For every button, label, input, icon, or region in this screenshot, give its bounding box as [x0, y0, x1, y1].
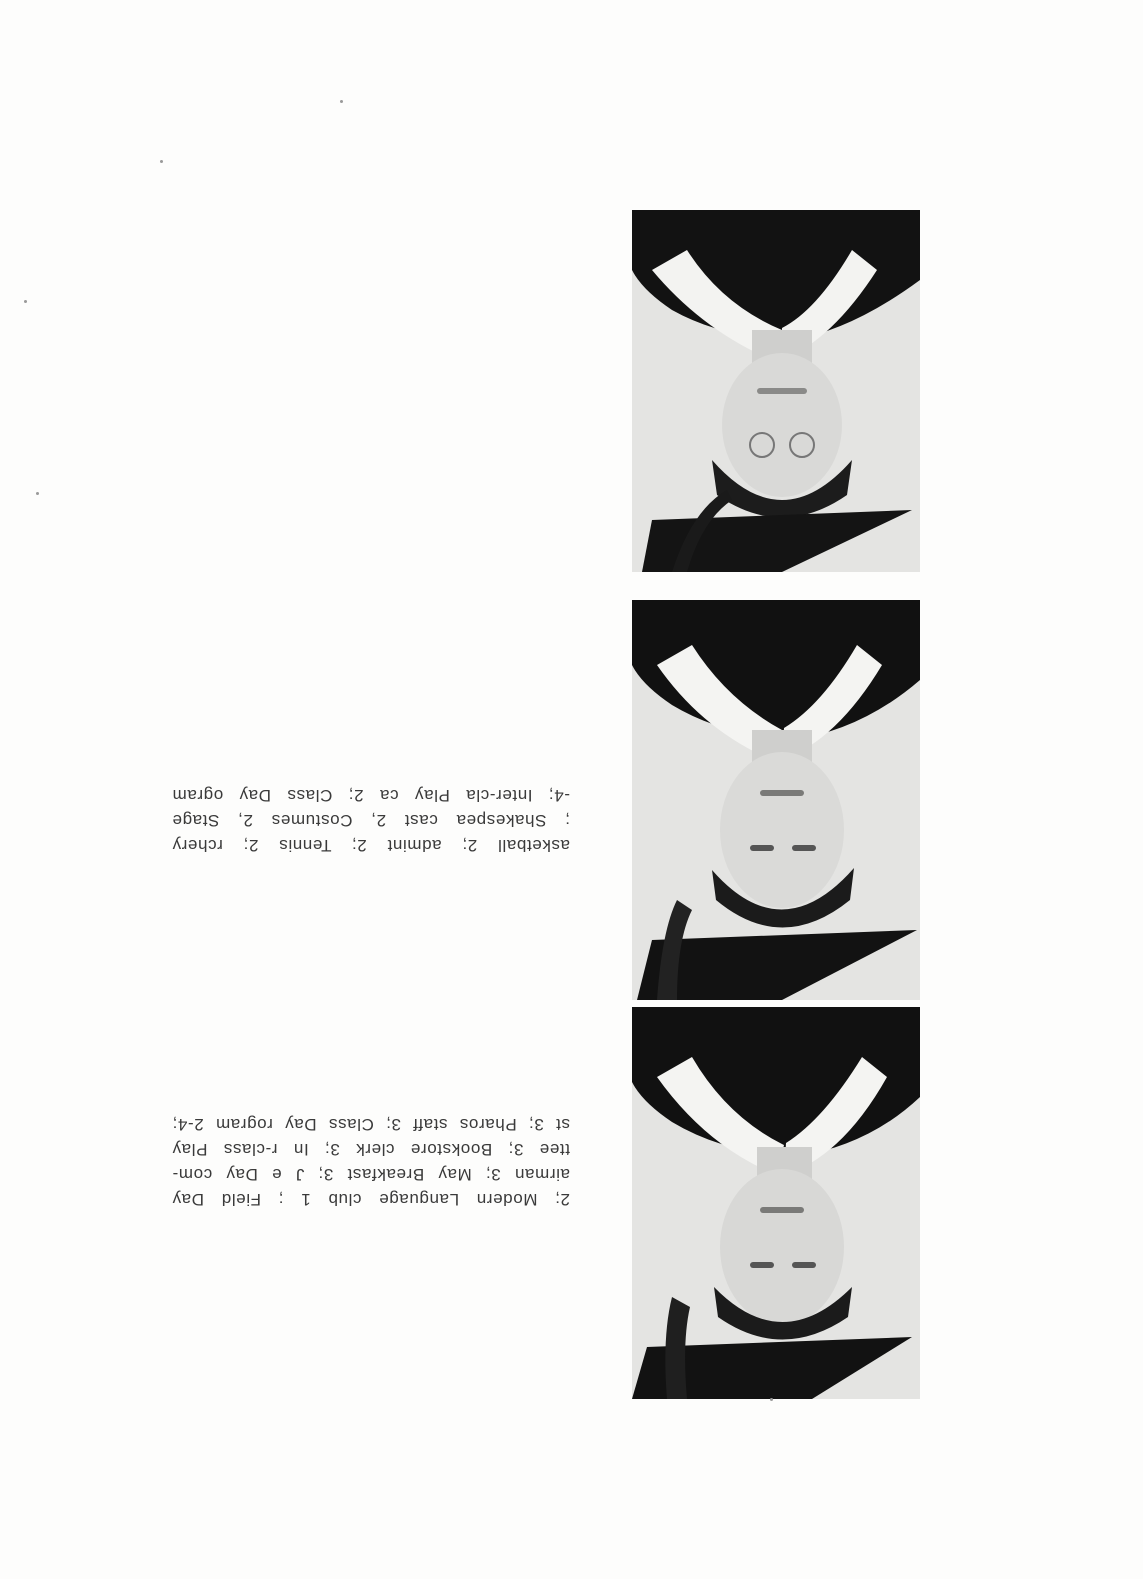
graduate-portrait-1 — [632, 210, 920, 572]
activities-caption-1 — [172, 1115, 570, 1212]
caption-line: -4; Inter-cla Play ca 2; Class Day ogram — [172, 786, 570, 805]
scan-speck — [340, 100, 343, 103]
caption-line: airman 3; May Breakfast 3; J e Day com- — [172, 1165, 570, 1184]
graduate-portrait-2 — [632, 600, 920, 1000]
graduate-portrait-3 — [632, 1007, 920, 1399]
caption-line: ; Shakespea cast 2, Costumes 2, Stage — [172, 811, 570, 830]
portrait-image — [632, 1007, 920, 1399]
portrait-image — [632, 210, 920, 572]
scan-speck — [770, 1398, 773, 1401]
portrait-image — [632, 600, 920, 1000]
caption-line: ttee 3; Bookstore clerk 3; In r-class Play — [172, 1140, 570, 1159]
scan-speck — [24, 300, 27, 303]
caption-line: asketball 2; admint 2; Tennis 2; rchery — [172, 836, 570, 855]
caption-line: st 3; Pharos staff 3; Class Day rogram 2-4; — [172, 1115, 570, 1134]
activities-caption-2 — [172, 778, 570, 858]
scan-speck — [160, 160, 163, 163]
scan-speck — [36, 492, 39, 495]
caption-line: 2; Modern Language club 1 ; Field Day — [172, 1190, 570, 1209]
